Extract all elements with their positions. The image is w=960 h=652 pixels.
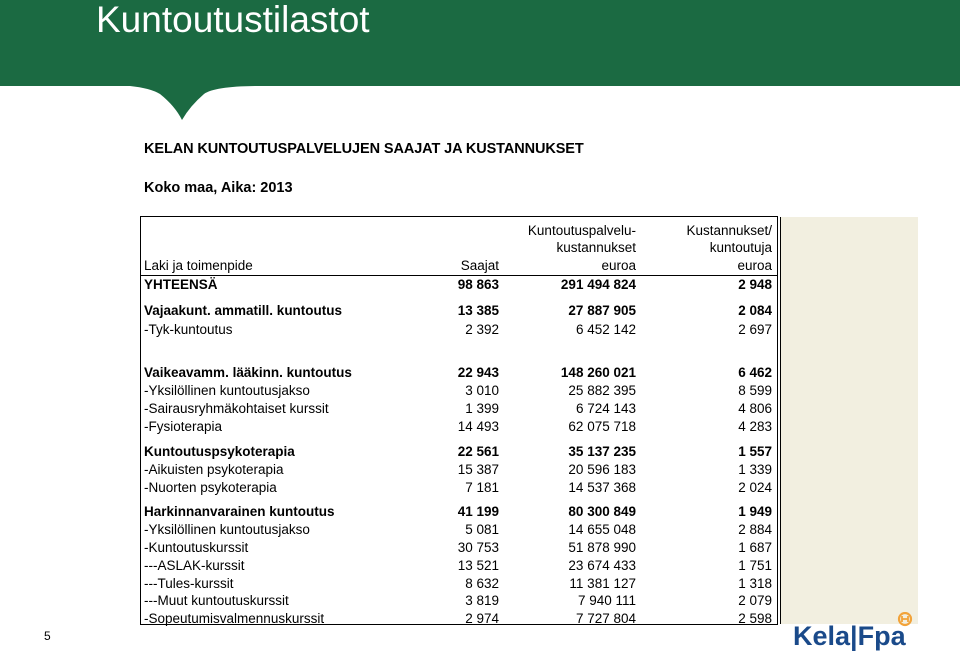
logo-text: Kela|Fpa bbox=[793, 621, 906, 651]
row-label: ---Tules-kurssit bbox=[144, 576, 234, 591]
row-label: -Yksilöllinen kuntoutusjakso bbox=[144, 522, 310, 537]
row-kustannukset: 7 940 111 bbox=[577, 593, 636, 608]
row-per-kuntoutuja: 4 283 bbox=[738, 419, 772, 434]
row-kustannukset: 14 655 048 bbox=[568, 522, 636, 537]
row-label: -Nuorten psykoterapia bbox=[144, 480, 277, 495]
row-label: -Kuntoutuskurssit bbox=[144, 540, 249, 555]
page-number: 5 bbox=[44, 629, 51, 643]
banner-notch-decoration bbox=[0, 86, 960, 126]
row-saajat: 2 974 bbox=[465, 611, 499, 626]
title-banner bbox=[0, 0, 960, 86]
row-kustannukset: 7 727 804 bbox=[575, 611, 636, 626]
header-col2: Saajat bbox=[460, 258, 499, 273]
row-label: -Sairausryhmäkohtaiset kurssit bbox=[144, 401, 329, 416]
row-saajat: 14 493 bbox=[457, 419, 499, 434]
slide-title: Kuntoutustilastot bbox=[96, 0, 370, 40]
table-subheading: Koko maa, Aika: 2013 bbox=[144, 180, 293, 196]
header-col4-line1: Kustannukset/ bbox=[686, 223, 772, 238]
row-per-kuntoutuja: 8 599 bbox=[738, 383, 772, 398]
header-col4-line2: kuntoutuja bbox=[709, 240, 772, 255]
row-label: -Sopeutumisvalmennuskurssit bbox=[144, 611, 325, 626]
table-heading: KELAN KUNTOUTUSPALVELUJEN SAAJAT JA KUSTANNUKSET bbox=[144, 141, 584, 157]
row-label: ---Muut kuntoutuskurssit bbox=[144, 593, 289, 608]
row-per-kuntoutuja: 1 339 bbox=[738, 462, 772, 477]
row-kustannukset: 6 724 143 bbox=[575, 401, 636, 416]
header-col4-line3: euroa bbox=[737, 258, 772, 273]
row-kustannukset: 80 300 849 bbox=[568, 504, 636, 519]
header-col1: Laki ja toimenpide bbox=[144, 258, 253, 273]
row-label: YHTEENSÄ bbox=[144, 277, 218, 292]
kela-fpa-logo bbox=[793, 612, 918, 652]
row-per-kuntoutuja: 2 598 bbox=[738, 611, 772, 626]
row-saajat: 41 199 bbox=[457, 504, 499, 519]
row-per-kuntoutuja: 1 318 bbox=[738, 576, 772, 591]
row-per-kuntoutuja: 1 557 bbox=[738, 444, 772, 459]
row-kustannukset: 35 137 235 bbox=[568, 444, 636, 459]
row-saajat: 30 753 bbox=[457, 540, 499, 555]
row-saajat: 98 863 bbox=[457, 277, 499, 292]
row-per-kuntoutuja: 6 462 bbox=[738, 365, 772, 380]
row-saajat: 8 632 bbox=[465, 576, 499, 591]
row-kustannukset: 25 882 395 bbox=[568, 383, 636, 398]
row-saajat: 1 399 bbox=[465, 401, 499, 416]
row-label: Kuntoutuspsykoterapia bbox=[144, 444, 295, 459]
row-label: -Fysioterapia bbox=[144, 419, 223, 434]
row-label: -Aikuisten psykoterapia bbox=[144, 462, 284, 477]
header-col3-line1: Kuntoutuspalvelu- bbox=[527, 223, 636, 238]
row-kustannukset: 6 452 142 bbox=[575, 322, 636, 337]
row-kustannukset: 51 878 990 bbox=[568, 540, 636, 555]
row-per-kuntoutuja: 2 948 bbox=[738, 277, 772, 292]
row-saajat: 13 385 bbox=[457, 303, 499, 318]
row-kustannukset: 62 075 718 bbox=[568, 419, 636, 434]
per-person-column-shade bbox=[780, 217, 918, 624]
row-label: -Tyk-kuntoutus bbox=[144, 322, 233, 337]
row-per-kuntoutuja: 2 024 bbox=[738, 480, 772, 495]
row-saajat: 22 561 bbox=[457, 444, 499, 459]
row-label: -Yksilöllinen kuntoutusjakso bbox=[144, 383, 310, 398]
row-kustannukset: 20 596 183 bbox=[568, 462, 636, 477]
row-saajat: 3 819 bbox=[465, 593, 499, 608]
row-kustannukset: 14 537 368 bbox=[568, 480, 636, 495]
row-saajat: 3 010 bbox=[465, 383, 499, 398]
row-per-kuntoutuja: 2 084 bbox=[738, 303, 772, 318]
row-per-kuntoutuja: 4 806 bbox=[738, 401, 772, 416]
row-per-kuntoutuja: 1 751 bbox=[738, 558, 772, 573]
row-kustannukset: 148 260 021 bbox=[560, 365, 636, 380]
statistics-table bbox=[140, 216, 778, 625]
row-saajat: 22 943 bbox=[457, 365, 499, 380]
row-kustannukset: 23 674 433 bbox=[568, 558, 636, 573]
row-kustannukset: 27 887 905 bbox=[568, 303, 636, 318]
header-col3-line2: kustannukset bbox=[556, 240, 636, 255]
row-per-kuntoutuja: 1 687 bbox=[738, 540, 772, 555]
row-per-kuntoutuja: 1 949 bbox=[738, 504, 772, 519]
row-saajat: 5 081 bbox=[465, 522, 499, 537]
row-per-kuntoutuja: 2 697 bbox=[738, 322, 772, 337]
row-saajat: 13 521 bbox=[457, 558, 499, 573]
row-per-kuntoutuja: 2 884 bbox=[738, 522, 772, 537]
row-saajat: 15 387 bbox=[457, 462, 499, 477]
row-per-kuntoutuja: 2 079 bbox=[738, 593, 772, 608]
row-label: Vajaakunt. ammatill. kuntoutus bbox=[144, 303, 343, 318]
header-divider bbox=[141, 275, 777, 276]
header-col3-line3: euroa bbox=[601, 258, 636, 273]
row-label: Harkinnanvarainen kuntoutus bbox=[144, 504, 335, 519]
row-kustannukset: 291 494 824 bbox=[560, 277, 636, 292]
row-label: Vaikeavamm. lääkinn. kuntoutus bbox=[144, 365, 352, 380]
row-label: ---ASLAK-kurssit bbox=[144, 558, 245, 573]
row-saajat: 7 181 bbox=[465, 480, 499, 495]
row-kustannukset: 11 381 127 bbox=[569, 576, 636, 591]
row-saajat: 2 392 bbox=[465, 322, 499, 337]
